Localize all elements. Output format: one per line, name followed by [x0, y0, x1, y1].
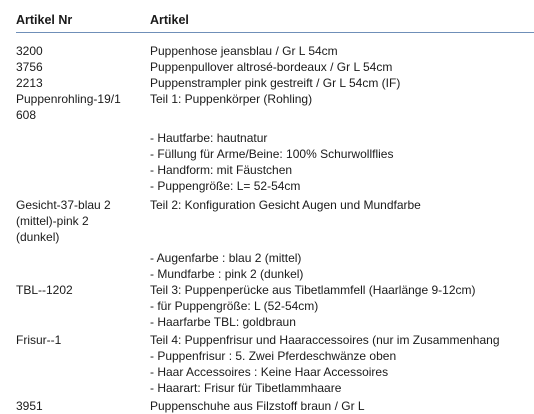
order-table — [16, 10, 534, 413]
row-artikel: Puppenstrampler pink gestreift / Gr L 54cm (IF) — [150, 76, 401, 90]
row-nr: 2213 — [16, 76, 43, 90]
row-nr: 3951 — [16, 399, 43, 413]
row-nr: 608 — [16, 108, 37, 122]
row-nr: TBL--1202 — [16, 283, 73, 297]
table-header — [16, 10, 534, 33]
row-artikel: Teil 3: Puppenperücke aus Tibetlammfell (Haarlänge 9-12cm) — [150, 283, 476, 297]
row-nr: 3200 — [16, 44, 43, 58]
row-artikel: - Handform: mit Fäustchen — [150, 163, 293, 177]
row-artikel: Puppenhose jeansblau / Gr L 54cm — [150, 44, 338, 58]
row-artikel: - Puppenfrisur : 5. Zwei Pferdeschwänze oben — [150, 349, 397, 363]
row-artikel: - Haarart: Frisur für Tibetlammhaare — [150, 381, 342, 395]
row-nr: (mittel)-pink 2 — [16, 214, 89, 228]
row-artikel: Teil 1: Puppenkörper (Rohling) — [150, 92, 313, 106]
row-artikel: - Puppengröße: L= 52-54cm — [150, 179, 301, 193]
row-artikel: - Augenfarbe : blau 2 (mittel) — [150, 251, 302, 265]
row-artikel: - für Puppengröße: L (52-54cm) — [150, 299, 319, 313]
row-nr: (dunkel) — [16, 230, 60, 244]
row-artikel: Puppenpullover altrosé-bordeaux / Gr L 54cm — [150, 60, 393, 74]
header-artikel-nr: Artikel Nr — [16, 13, 73, 27]
row-artikel: - Haar Accessoires : Keine Haar Accessoires — [150, 365, 389, 379]
row-artikel: - Mundfarbe : pink 2 (dunkel) — [150, 267, 304, 281]
row-artikel: Teil 2: Konfiguration Gesicht Augen und Mundfarbe — [150, 198, 421, 212]
row-nr: 3756 — [16, 60, 43, 74]
row-artikel: Teil 4: Puppenfrisur und Haaraccessoires (nur im Zusammenhang — [150, 333, 500, 347]
row-artikel: - Hautfarbe: hautnatur — [150, 131, 268, 145]
row-nr: Frisur--1 — [16, 333, 62, 347]
row-artikel: - Füllung für Arme/Beine: 100% Schurwollflies — [150, 147, 394, 161]
row-artikel: Puppenschuhe aus Filzstoff braun / Gr L — [150, 399, 365, 413]
row-nr: Puppenrohling-19/1 — [16, 92, 121, 106]
row-artikel: - Haarfarbe TBL: goldbraun — [150, 315, 296, 329]
header-artikel: Artikel — [150, 13, 189, 27]
row-nr: Gesicht-37-blau 2 — [16, 198, 111, 212]
